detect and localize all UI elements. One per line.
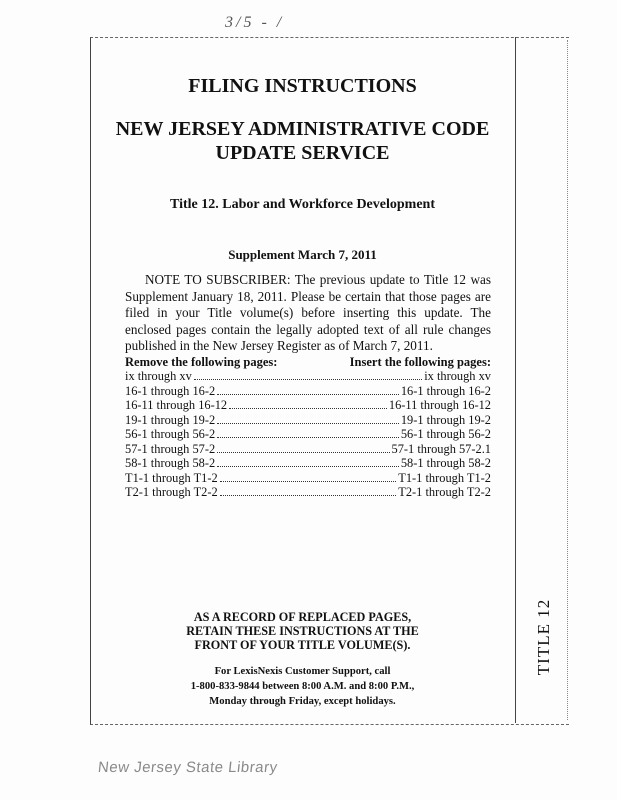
insert-pages: 16-1 through 16-2 — [400, 383, 491, 398]
table-row — [125, 442, 491, 457]
insert-pages: 16-11 through 16-12 — [388, 398, 491, 412]
support-line1: For LexisNexis Customer Support, call — [214, 666, 391, 677]
record-notice-line3: FRONT OF YOUR TITLE VOLUME(S). — [194, 638, 411, 652]
remove-pages: 57-1 through 57-2 — [125, 441, 216, 456]
title-number: Title 12. Labor and Workforce Development — [170, 197, 435, 212]
title-tab-label: TITLE 12 — [534, 598, 554, 676]
dot-leader — [217, 413, 399, 424]
dot-leader — [229, 398, 387, 409]
remove-pages: 19-1 through 19-2 — [125, 412, 216, 427]
dot-leader — [217, 427, 399, 438]
dot-leader — [217, 384, 399, 395]
record-notice-line2: RETAIN THESE INSTRUCTIONS AT THE — [186, 624, 419, 638]
dot-leader — [194, 369, 422, 380]
table-row — [125, 413, 491, 428]
record-notice-line1: AS A RECORD OF REPLACED PAGES, — [193, 610, 412, 624]
remove-pages: T1-1 through T1-2 — [125, 470, 218, 485]
dot-leader — [220, 471, 397, 482]
dot-leader — [220, 485, 397, 496]
subscriber-note: NOTE TO SUBSCRIBER: The previous update to Title 12 was Supplement January 18, 2011. Please be certain that those pages are filed in your Title volume(s) before inserting this update. The enclosed pages contain the legally adopted text of all rule changes published in the New Jersey Register as of March 7, 2011. — [125, 272, 491, 353]
remove-pages: 16-11 through 16-12 — [125, 398, 228, 412]
insert-pages: 56-1 through 56-2 — [400, 427, 491, 441]
remove-header: Remove the following pages: — [125, 355, 278, 369]
table-row — [125, 427, 491, 442]
dot-leader — [217, 456, 399, 467]
table-row — [125, 384, 491, 399]
insert-pages: T2-1 through T2-2 — [398, 485, 491, 499]
support-line3: Monday through Friday, except holidays. — [209, 696, 396, 707]
title-tab — [527, 594, 561, 680]
handwritten-mark: 3/5 - / — [225, 14, 285, 31]
table-row — [125, 369, 491, 384]
table-row — [125, 471, 491, 486]
insert-pages: 58-1 through 58-2 — [400, 456, 491, 470]
table-row — [125, 485, 491, 500]
insert-pages: ix through xv — [424, 369, 491, 383]
insert-pages: 19-1 through 19-2 — [400, 412, 491, 427]
document-subtitle-line1: NEW JERSEY ADMINISTRATIVE CODE — [115, 118, 490, 140]
remove-pages: 58-1 through 58-2 — [125, 456, 216, 470]
supplement-date: Supplement March 7, 2011 — [228, 247, 377, 262]
insert-pages: 57-1 through 57-2.1 — [391, 441, 491, 456]
insert-header: Insert the following pages: — [349, 355, 491, 369]
tab-divider — [515, 37, 516, 723]
document-subtitle-line2: UPDATE SERVICE — [215, 142, 390, 164]
insert-pages: T1-1 through T1-2 — [398, 470, 491, 485]
table-row — [125, 456, 491, 471]
remove-pages: 56-1 through 56-2 — [125, 427, 216, 441]
library-stamp: New Jersey State Library — [97, 759, 279, 776]
pages-table — [125, 369, 491, 500]
remove-pages: 16-1 through 16-2 — [125, 383, 216, 398]
document-title: FILING INSTRUCTIONS — [188, 75, 417, 97]
dot-leader — [217, 442, 389, 453]
support-line2: 1-800-833-9844 between 8:00 A.M. and 8:00 P.M., — [190, 681, 415, 692]
remove-pages: T2-1 through T2-2 — [125, 485, 218, 499]
table-row — [125, 398, 491, 413]
page-right-edge — [567, 40, 568, 720]
remove-pages: ix through xv — [125, 369, 192, 383]
